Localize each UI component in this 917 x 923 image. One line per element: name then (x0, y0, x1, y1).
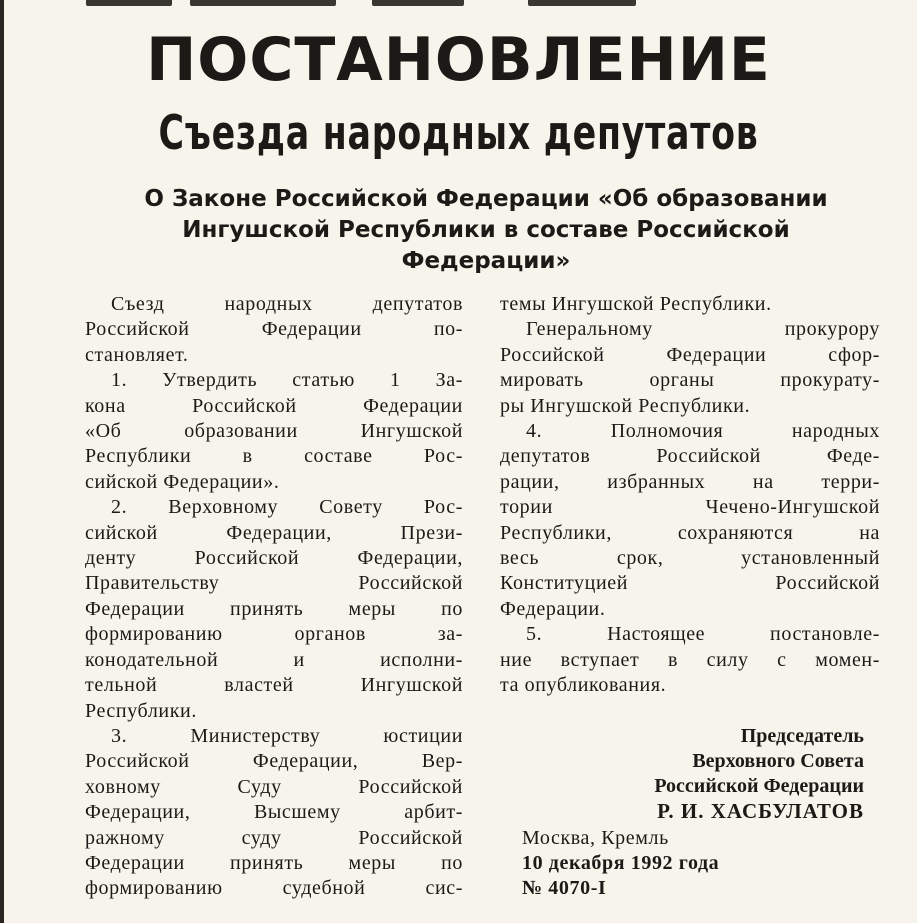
text-line: ние вступает в силу с момен- (500, 648, 880, 671)
text-line: формированию органов за- (85, 623, 463, 646)
text-line: Республики в составе Рос- (85, 445, 463, 468)
text-line: Республики, сохраняются на (500, 521, 880, 544)
text-line: Федерации принять меры по (85, 851, 463, 874)
text-line: ры Ингушской Республики. (500, 394, 751, 417)
signatory-name: Р. И. ХАСБУЛАТОВ (657, 799, 864, 823)
date-line: 10 декабря 1992 года (522, 852, 720, 874)
text-line: Федерации. (500, 597, 606, 620)
text-line: та опубликования. (500, 674, 667, 697)
cropped-previous-article-strip (0, 0, 917, 10)
text-line: 3. Министерству юстиции (111, 724, 463, 747)
law-title (96, 184, 876, 277)
law-title-line: Ингушской Республики в составе Российской (182, 217, 790, 243)
document-number: № 4070-I (522, 877, 607, 899)
text-line: Генеральному прокурору (526, 318, 880, 341)
text-line: «Об образовании Ингушской (85, 420, 463, 443)
text-line: ражному суду Российской (85, 826, 463, 849)
document-subtitle: Съезда народных депутатов (158, 106, 759, 161)
signature-title-line: Председатель (740, 725, 864, 747)
text-line: конодательной и исполни- (85, 648, 463, 671)
signature-title-line: Верховного Совета (692, 750, 864, 772)
text-line: Республики. (85, 699, 197, 722)
text-line: Российской Федерации по- (85, 318, 463, 341)
law-title-line: О Законе Российской Федерации «Об образовании (144, 186, 828, 212)
text-line: сийской Федерации, Прези- (85, 521, 463, 544)
text-line: весь срок, установленный (500, 547, 880, 570)
text-line: ховному Суду Российской (85, 775, 463, 798)
text-line: темы Ингушской Республики. (500, 293, 772, 315)
text-line: сийской Федерации». (85, 470, 280, 493)
text-line: Съезд народных депутатов (111, 293, 463, 315)
document-title: ПОСТАНОВЛЕНИЕ (146, 25, 771, 95)
left-border-rule (0, 0, 4, 923)
text-line: Федерации, Высшему арбит- (85, 801, 463, 824)
text-line: рации, избранных на терри- (500, 470, 880, 493)
cropped-text-fragment (86, 0, 172, 6)
text-line: Российской Федерации, Вер- (85, 750, 463, 773)
text-line: становляет. (85, 343, 189, 366)
text-line: депутатов Российской Феде- (500, 445, 880, 468)
text-line: денту Российской Федерации, (85, 547, 463, 570)
text-line: 5. Настоящее постановле- (526, 623, 880, 646)
text-line: тельной властей Ингушской (85, 674, 463, 697)
cropped-text-fragment (528, 0, 636, 6)
text-line: Российской Федерации сфор- (500, 343, 880, 366)
text-line: 1. Утвердить статью 1 За- (111, 369, 463, 392)
place-line: Москва, Кремль (522, 827, 669, 849)
signature-block (500, 724, 864, 824)
text-line: формированию судебной сис- (85, 877, 463, 900)
text-line: 2. Верховному Совету Рос- (111, 496, 463, 519)
text-line: тории Чечено-Ингушской (500, 496, 880, 519)
cropped-text-fragment (190, 0, 336, 6)
text-line: 4. Полномочия народных (526, 420, 880, 443)
text-line: Правительству Российской (85, 572, 463, 595)
signature-title-line: Российской Федерации (654, 775, 864, 797)
text-line: мировать органы прокурату- (500, 369, 880, 392)
right-text-column (500, 292, 880, 699)
text-line: Федерации принять меры по (85, 597, 463, 620)
text-line: Конституцией Российской (500, 572, 880, 595)
left-text-column (85, 292, 463, 902)
place-date-block (522, 826, 719, 901)
text-line: кона Российской Федерации (85, 394, 463, 417)
law-title-line: Федерации» (401, 248, 571, 274)
cropped-text-fragment (372, 0, 464, 6)
